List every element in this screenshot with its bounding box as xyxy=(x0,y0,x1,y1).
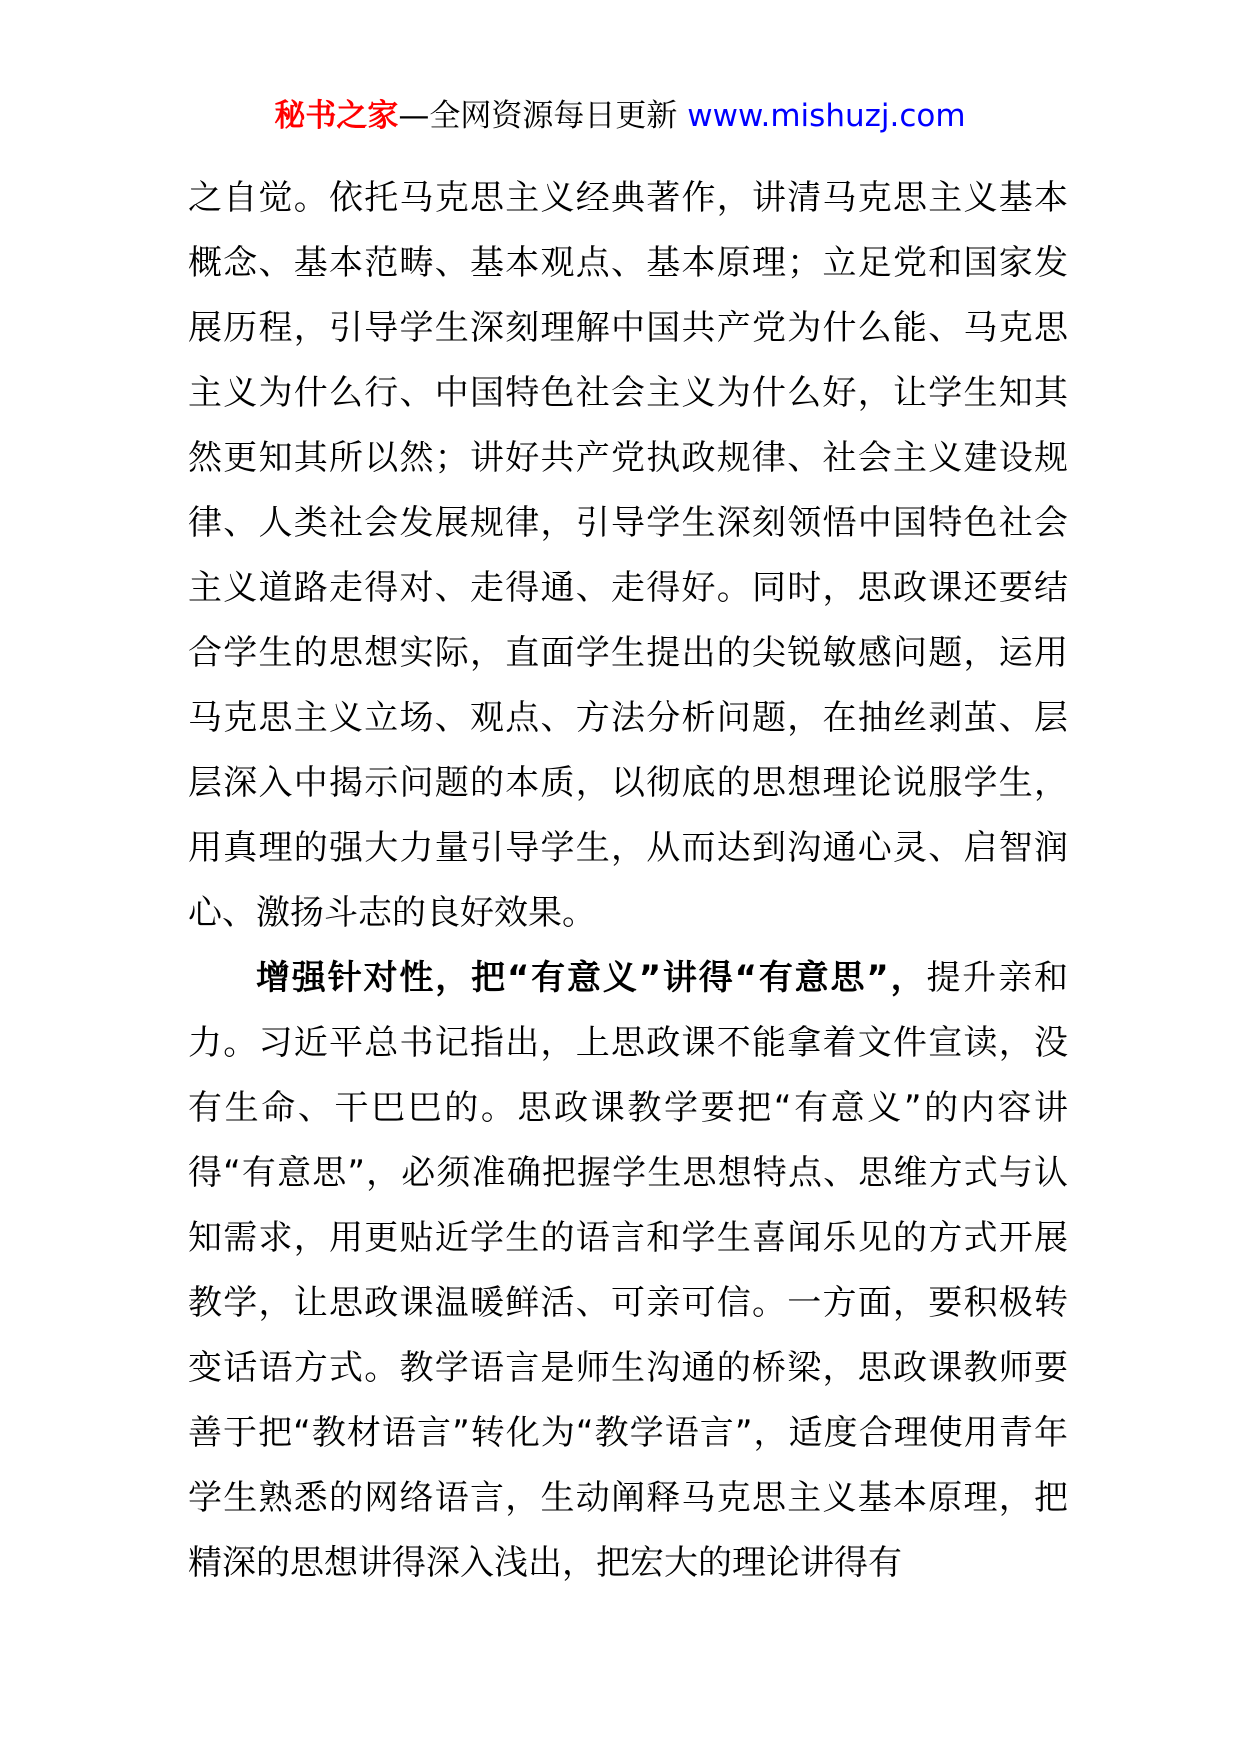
paragraph-section xyxy=(188,946,1068,1596)
site-url-link[interactable]: www.mishuzj.com xyxy=(687,98,966,134)
article-body xyxy=(188,166,1068,1596)
paragraph-continued: 之自觉。依托马克思主义经典著作，讲清马克思主义基本概念、基本范畴、基本观点、基本原理；立足党和国家发展历程，引导学生深刻理解中国共产党为什么能、马克思主义为什么行、中国特色社会主义为什么好，让学生知其然更知其所以然；讲好共产党执政规律、社会主义建设规律、人类社会发展规律，引导学生深刻领悟中国特色社会主义道路走得对、走得通、走得好。同时，思政课还要结合学生的思想实际，直面学生提出的尖锐敏感问题，运用马克思主义立场、观点、方法分析问题，在抽丝剥茧、层层深入中揭示问题的本质，以彻底的思想理论说服学生，用真理的强大力量引导学生，从而达到沟通心灵、启智润心、激扬斗志的良好效果。 xyxy=(188,178,1068,933)
paragraph-body: 提升亲和力。习近平总书记指出，上思政课不能拿着文件宣读，没有生命、干巴巴的。思政课教学要把“有意义”的内容讲得“有意思”，必须准确把握学生思想特点、思维方式与认知需求，用更贴近学生的语言和学生喜闻乐见的方式开展教学，让思政课温暖鲜活、可亲可信。一方面，要积极转变话语方式。教学语言是师生沟通的桥梁，思政课教师要善于把“教材语言”转化为“教学语言”，适度合理使用青年学生熟悉的网络语言，生动阐释马克思主义基本原理，把精深的思想讲得深入浅出，把宏大的理论讲得有 xyxy=(188,958,1068,1583)
site-header xyxy=(0,96,1240,136)
brand-name: 秘书之家 xyxy=(274,98,399,134)
header-slogan: —全网资源每日更新 xyxy=(398,98,688,134)
paragraph-lead-heading: 增强针对性，把“有意义”讲得“有意思”， xyxy=(256,958,927,998)
